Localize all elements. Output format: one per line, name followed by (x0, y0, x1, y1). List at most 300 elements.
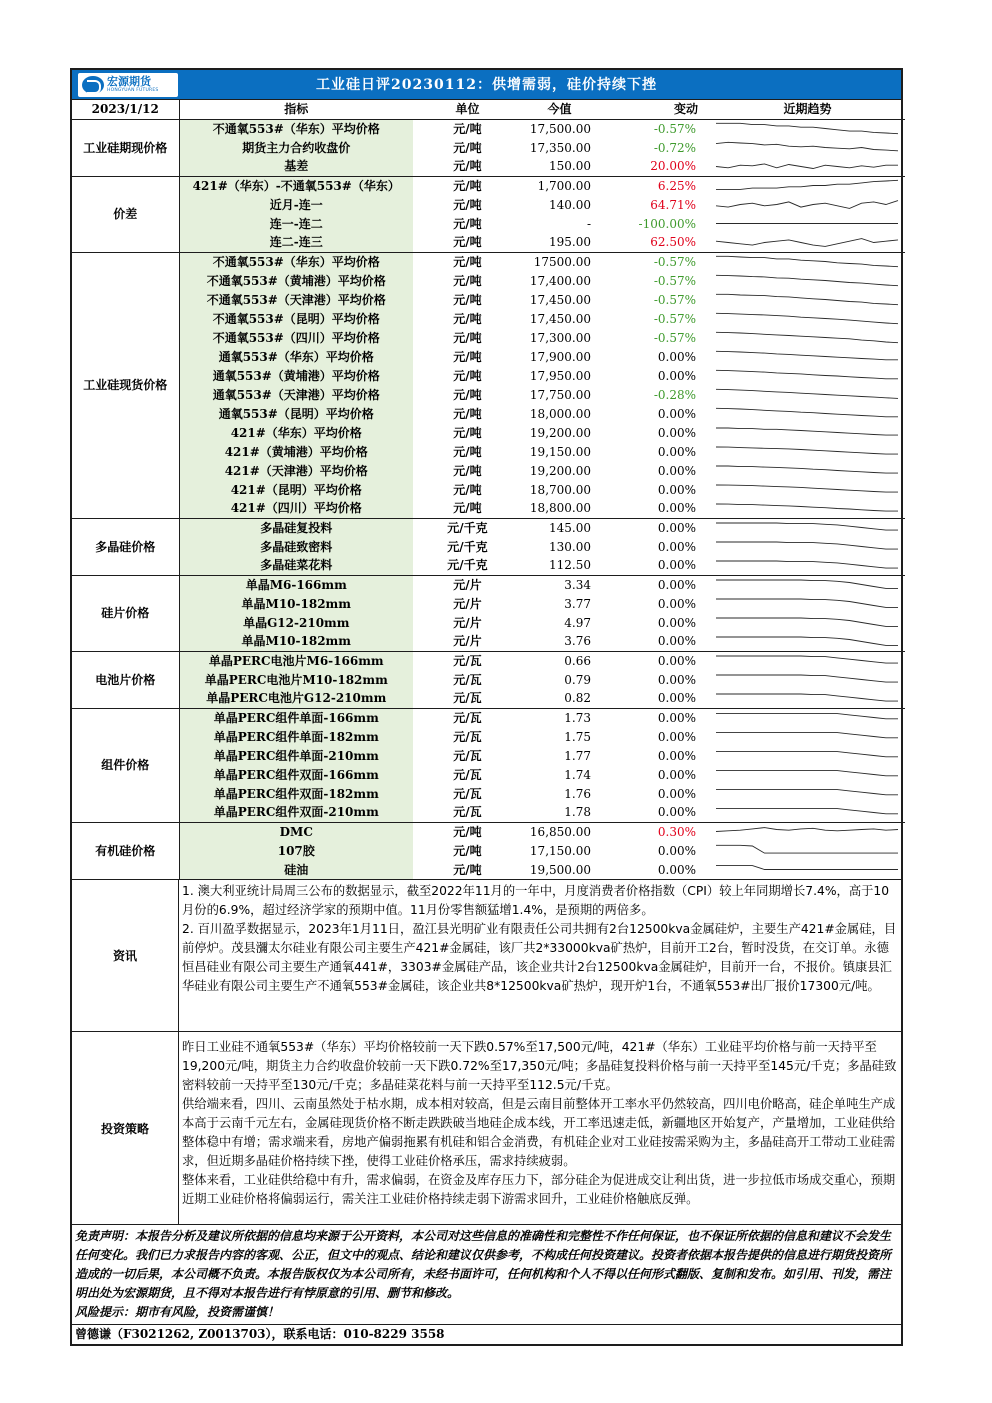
unit-cell: 元/瓦 (413, 651, 522, 670)
indicator-name: 单晶PERC组件双面-182mm (179, 784, 413, 803)
value-cell: 17,150.00 (529, 843, 591, 858)
unit-cell: 元/吨 (453, 121, 482, 136)
trend-cell (710, 803, 905, 822)
value-cell: 18,800.00 (529, 501, 591, 516)
indicator-name: 不通氧553#（四川）平均价格 (179, 328, 413, 347)
sparkline (714, 196, 900, 213)
sparkline (714, 709, 900, 726)
trend-cell (710, 385, 905, 404)
indicator-name: 不通氧553#（昆明）平均价格 (179, 309, 413, 328)
table-row (72, 784, 905, 803)
table-row (72, 195, 905, 214)
table-row (72, 860, 905, 879)
unit-cell: 元/瓦 (413, 708, 522, 727)
trend-cell (710, 841, 905, 860)
unit-cell: 元/片 (453, 596, 482, 611)
sparkline-series (716, 637, 898, 645)
trend-cell (710, 404, 905, 423)
value-cell: 0.66 (522, 651, 597, 670)
header-date: 2023/1/12 (72, 100, 179, 119)
indicator-name: 不通氧553#（黄埔港）平均价格 (179, 271, 413, 290)
value-cell: 3.77 (564, 596, 591, 611)
sparkline-series (716, 370, 898, 379)
indicator-name: 单晶PERC电池片M10-182mm (179, 670, 413, 689)
table-row (72, 366, 905, 385)
trend-cell (710, 746, 905, 765)
change-cell: -0.57% (597, 252, 710, 271)
unit-cell: 元/吨 (453, 862, 482, 877)
indicator-name: 通氧553#（华东）平均价格 (179, 347, 413, 366)
indicator-name: 421#（黄埔港）平均价格 (179, 442, 413, 461)
change-cell: 0.00% (657, 501, 696, 516)
table-header-row (72, 100, 905, 119)
sparkline (714, 766, 900, 783)
disclaimer-text: 免责声明：本报告分析及建议所依据的信息均来源于公开资料，本公司对这些信息的准确性和完整性不作任何保证，也不保证所依据的信息和建议不会发生任何变化。我们已力求报告内容的客观、公正，但文中的观点、结论和建议仅供参考，不构成任何投资建议。投资者依据本报告提供的信息进行期货投资所造成的一切后果，本公司概不负责。本报告版权仅为本公司所有，未经书面许可，任何机构和个人不得以任何形式翻版、复制和发布。如引用、刊发，需注明出处为宏源期货，且不得对本报告进行有悖原意的引用、删节和修改。 (75, 1229, 892, 1300)
unit-cell: 元/千克 (447, 539, 488, 554)
sparkline-series (716, 294, 898, 304)
sparkline-series (716, 201, 898, 209)
unit-cell: 元/片 (453, 615, 482, 630)
indicator-name: 107胶 (179, 841, 413, 860)
sparkline-series (716, 257, 898, 267)
sparkline-series (716, 675, 898, 682)
sparkline (714, 462, 900, 479)
strategy-section (72, 1031, 901, 1224)
sparkline-series (716, 618, 898, 626)
change-cell: 0.00% (657, 425, 696, 440)
value-cell: 17500.00 (522, 252, 597, 271)
sparkline (714, 690, 900, 707)
change-cell: 0.00% (657, 482, 696, 497)
value-cell: 19,500.00 (529, 862, 591, 877)
unit-cell: 元/瓦 (453, 672, 482, 687)
table-row (72, 214, 905, 233)
value-cell: 17,500.00 (529, 121, 591, 136)
indicator-name: 通氧553#（天津港）平均价格 (179, 385, 413, 404)
indicator-name: 单晶G12-210mm (179, 613, 413, 632)
unit-cell: 元/吨 (413, 822, 522, 841)
news-paragraph-2: 2. 百川盈孚数据显示，2023年1月11日，盈江县光明矿业有限责任公司共拥有2台12500kva金属硅炉，主要生产421#金属硅，目前停炉。茂县瀰太尔硅业有限公司主要生产421#金属硅，该厂共2*33000kva矿热炉，目前开工2台，暂时没货，在交订单。永德恒昌硅业有限公司主要生产通氧441#，3303#金属硅产品，该企业共计2台12500kva金属硅炉，目前开一台，不报价。镇康县汇华硅业有限公司主要生产不通氧553#金属硅，该企业共8*12500kva矿热炉，现开炉1台，不通氧553#出厂报价17300元/吨。 (182, 922, 897, 993)
change-cell: 0.00% (657, 767, 696, 782)
header-unit: 单位 (413, 100, 522, 119)
value-cell: 3.76 (564, 634, 591, 649)
indicator-name: 硅油 (179, 860, 413, 879)
table-row (72, 119, 905, 138)
news-paragraph-1: 1. 澳大利亚统计局周三公布的数据显示，截至2022年11月的一年中，月度消费者价格指数（CPI）较上年同期增长7.4%，高于10月份的6.9%，超过经济学家的预期中值。11月份零售额猛增1.4%，是预期的两倍多。 (182, 884, 890, 917)
indicator-name: 单晶PERC组件单面-182mm (179, 727, 413, 746)
indicator-name: 421#（天津港）平均价格 (179, 461, 413, 480)
category-label: 电池片价格 (72, 651, 179, 708)
unit-cell: 元/吨 (453, 368, 482, 383)
value-cell: 195.00 (549, 235, 591, 250)
table-row (72, 841, 905, 860)
unit-cell: 元/吨 (453, 482, 482, 497)
value-cell: 112.50 (549, 558, 591, 573)
sparkline (714, 823, 900, 840)
report-title: 工业硅日评20230112：供增需弱，硅价持续下挫 (316, 77, 657, 93)
unit-cell: 元/瓦 (453, 805, 482, 820)
change-cell: 0.00% (657, 406, 696, 421)
logo-name-cn: 宏源期货 (107, 75, 151, 88)
change-cell: -0.57% (653, 330, 696, 345)
sparkline (714, 576, 900, 593)
sparkline-series (716, 714, 898, 719)
table-row (72, 423, 905, 442)
strategy-paragraph-3: 整体来看，工业硅供给稳中有升，需求偏弱，在资金及库存压力下，部分硅企为促进成交让利出货，进一步拉低市场成交重心，预期近期工业硅价格将偏弱运行，需关注工业硅价格持续走弱下游需求回升，工业硅价格触底反弹。 (182, 1173, 896, 1206)
sparkline-series (716, 656, 898, 663)
change-cell: 0.00% (657, 862, 696, 877)
change-cell: 0.00% (657, 558, 696, 573)
table-row (72, 594, 905, 613)
sparkline (714, 139, 900, 156)
indicator-name: 421#（华东）平均价格 (179, 423, 413, 442)
value-cell: 17,300.00 (529, 330, 591, 345)
sparkline (714, 272, 900, 289)
sparkline (714, 842, 900, 859)
category-label: 多晶硅价格 (72, 518, 179, 575)
trend-cell (710, 328, 905, 347)
sparkline (714, 481, 900, 498)
trend-cell (710, 480, 905, 499)
sparkline-series (716, 694, 898, 701)
change-cell: -0.57% (653, 311, 696, 326)
unit-cell: 元/千克 (413, 518, 522, 537)
unit-cell: 元/吨 (413, 252, 522, 271)
news-label: 资讯 (72, 880, 179, 1031)
indicator-name: 单晶M6-166mm (179, 575, 413, 594)
change-cell: -100.00% (638, 216, 696, 231)
change-cell: -0.72% (653, 140, 696, 155)
change-cell: 20.00% (650, 159, 696, 174)
unit-cell: 元/吨 (453, 197, 482, 212)
table-row (72, 157, 905, 176)
trend-cell (710, 366, 905, 385)
indicator-name: 421#（华东）-不通氧553#（华东） (179, 176, 413, 195)
trend-cell (710, 461, 905, 480)
sparkline (714, 861, 900, 878)
trend-cell (710, 689, 905, 708)
value-cell: 17,750.00 (529, 387, 591, 402)
sparkline (714, 348, 900, 365)
price-table-body (72, 119, 905, 879)
sparkline (714, 215, 900, 232)
change-cell: -0.57% (653, 121, 696, 136)
change-cell: 0.00% (657, 368, 696, 383)
unit-cell: 元/吨 (453, 463, 482, 478)
table-row (72, 347, 905, 366)
trend-cell (710, 271, 905, 290)
indicator-name: 多晶硅复投料 (179, 518, 413, 537)
sparkline (714, 747, 900, 764)
sparkline-series (716, 542, 898, 549)
change-cell: 0.00% (657, 672, 696, 687)
disclaimer (72, 1224, 901, 1324)
table-row (72, 822, 905, 841)
sparkline (714, 804, 900, 821)
unit-cell: 元/千克 (447, 558, 488, 573)
trend-cell (710, 613, 905, 632)
trend-cell (710, 632, 905, 651)
category-label: 有机硅价格 (72, 822, 179, 879)
sparkline-series (716, 504, 898, 511)
table-row (72, 252, 905, 271)
sparkline-series (716, 599, 898, 607)
change-cell: 0.00% (657, 786, 696, 801)
sparkline-series (716, 351, 898, 360)
unit-cell: 元/吨 (453, 349, 482, 364)
table-row (72, 651, 905, 670)
report-frame (70, 68, 903, 1346)
sparkline-series (716, 845, 898, 853)
trend-cell (710, 556, 905, 575)
sparkline (714, 652, 900, 669)
indicator-name: 单晶M10-182mm (179, 594, 413, 613)
trend-cell (710, 423, 905, 442)
change-cell: -0.57% (653, 273, 696, 288)
table-row (72, 290, 905, 309)
sparkline (714, 633, 900, 650)
change-cell: 0.00% (657, 691, 696, 706)
trend-cell (710, 195, 905, 214)
sparkline-series (716, 332, 898, 342)
table-row (72, 309, 905, 328)
unit-cell: 元/吨 (453, 387, 482, 402)
sparkline (714, 785, 900, 802)
value-cell: 17,450.00 (529, 311, 591, 326)
trend-cell (710, 290, 905, 309)
indicator-name: 单晶PERC组件单面-210mm (179, 746, 413, 765)
indicator-name: DMC (179, 822, 413, 841)
table-row (72, 404, 905, 423)
trend-cell (710, 708, 905, 727)
sparkline-series (716, 466, 898, 473)
sparkline-series (716, 447, 898, 454)
sparkline (714, 329, 900, 346)
change-cell: 0.00% (597, 651, 710, 670)
value-cell: 130.00 (549, 539, 591, 554)
indicator-name: 连二-连三 (179, 233, 413, 252)
table-row (72, 708, 905, 727)
indicator-name: 单晶M10-182mm (179, 632, 413, 651)
sparkline-series (716, 790, 898, 795)
table-row (72, 746, 905, 765)
table-row (72, 138, 905, 157)
sparkline (714, 234, 900, 251)
trend-cell (710, 518, 905, 537)
sparkline (714, 120, 900, 137)
trend-cell (710, 670, 905, 689)
unit-cell: 元/吨 (453, 843, 482, 858)
indicator-name: 单晶PERC组件双面-166mm (179, 765, 413, 784)
sparkline (714, 500, 900, 517)
indicator-name: 单晶PERC组件双面-210mm (179, 803, 413, 822)
trend-cell (710, 499, 905, 518)
trend-cell (710, 727, 905, 746)
sparkline-series (716, 733, 898, 738)
unit-cell: 元/吨 (453, 444, 482, 459)
value-cell: 17,450.00 (529, 292, 591, 307)
trend-cell (710, 157, 905, 176)
unit-cell: 元/瓦 (453, 786, 482, 801)
indicator-name: 连一-连二 (179, 214, 413, 233)
trend-cell (710, 176, 905, 195)
table-row (72, 233, 905, 252)
table-row (72, 670, 905, 689)
value-cell: 150.00 (549, 159, 591, 174)
value-cell: 18,000.00 (529, 406, 591, 421)
category-label: 价差 (72, 176, 179, 252)
unit-cell: 元/吨 (453, 159, 482, 174)
trend-cell (710, 594, 905, 613)
price-table (72, 100, 905, 879)
header-trend: 近期趋势 (710, 100, 905, 119)
unit-cell: 元/吨 (453, 292, 482, 307)
sparkline-series (716, 142, 898, 151)
table-row (72, 461, 905, 480)
sparkline-series (716, 485, 898, 492)
value-cell: 17,950.00 (529, 368, 591, 383)
table-row (72, 537, 905, 556)
sparkline-series (716, 828, 898, 832)
indicator-name: 期货主力合约收盘价 (179, 138, 413, 157)
change-cell: 0.00% (657, 843, 696, 858)
sparkline (714, 405, 900, 422)
sparkline (714, 310, 900, 327)
value-cell: 1.77 (564, 748, 591, 763)
unit-cell: 元/吨 (453, 311, 482, 326)
sparkline (714, 595, 900, 612)
sparkline (714, 424, 900, 441)
value-cell: 17,900.00 (529, 349, 591, 364)
sparkline (714, 291, 900, 308)
table-row (72, 556, 905, 575)
unit-cell: 元/瓦 (453, 767, 482, 782)
trend-cell (710, 784, 905, 803)
unit-cell: 元/吨 (453, 406, 482, 421)
table-row (72, 385, 905, 404)
sparkline (714, 557, 900, 574)
strategy-paragraph-2: 供给端来看，四川、云南虽然处于枯水期，成本相对较高，但是云南目前整体开工率水平仍然较高，四川电价略高，硅企单吨生产成本高于云南千元左右，金属硅现货价格不断走跌跌破当地硅企成本线，开工率迅速走低，新疆地区开始复产，产量增加，工业硅供给整体稳中有增；需求端来看，房地产偏弱拖累有机硅和铝合金消费，有机硅企业对工业硅按需采购为主，多晶硅高开工带动工业硅需求，但近期多晶硅价格持续下挫，使得工业硅价格承压，需求持续疲弱。 (182, 1097, 896, 1168)
sparkline-series (716, 164, 898, 169)
change-cell: 0.00% (657, 463, 696, 478)
table-row (72, 499, 905, 518)
trend-cell (710, 765, 905, 784)
sparkline-series (716, 523, 898, 530)
change-cell: 0.00% (657, 748, 696, 763)
table-row (72, 442, 905, 461)
analyst-contact: 曾德谦（F3021262, Z0013703），联系电话：010-8229 3558 (72, 1324, 901, 1344)
sparkline-series (716, 771, 898, 776)
value-cell: 16,850.00 (522, 822, 597, 841)
sparkline (714, 519, 900, 536)
table-row (72, 176, 905, 195)
trend-cell (710, 860, 905, 879)
table-row (72, 632, 905, 651)
indicator-name: 基差 (179, 157, 413, 176)
unit-cell: 元/吨 (453, 216, 482, 231)
trend-cell (710, 651, 905, 670)
sparkline (714, 671, 900, 688)
indicator-name: 421#（四川）平均价格 (179, 499, 413, 518)
strategy-body (179, 1032, 901, 1224)
trend-cell (710, 822, 905, 841)
change-cell: 6.25% (597, 176, 710, 195)
change-cell: 0.00% (657, 615, 696, 630)
sparkline-series (716, 408, 898, 417)
sparkline (714, 177, 900, 194)
sparkline-series (716, 428, 898, 435)
table-row (72, 575, 905, 594)
news-body (179, 880, 901, 1031)
value-cell: - (586, 216, 591, 231)
value-cell: 1,700.00 (522, 176, 597, 195)
indicator-name: 多晶硅菜花料 (179, 556, 413, 575)
value-cell: 1.78 (564, 805, 591, 820)
change-cell: 0.00% (657, 539, 696, 554)
trend-cell (710, 138, 905, 157)
header-change: 变动 (597, 100, 710, 119)
change-cell: 0.00% (657, 805, 696, 820)
value-cell: 1.75 (564, 729, 591, 744)
sparkline (714, 253, 900, 270)
change-cell: 0.00% (597, 708, 710, 727)
trend-cell (710, 252, 905, 271)
change-cell: 62.50% (650, 235, 696, 250)
indicator-name: 单晶PERC电池片M6-166mm (179, 651, 413, 670)
change-cell: 0.00% (657, 634, 696, 649)
change-cell: 0.00% (597, 575, 710, 594)
unit-cell: 元/吨 (453, 140, 482, 155)
sparkline-series (716, 389, 898, 398)
indicator-name: 近月-连一 (179, 195, 413, 214)
trend-cell (710, 537, 905, 556)
sparkline-series (716, 866, 898, 870)
table-row (72, 765, 905, 784)
value-cell: 1.74 (564, 767, 591, 782)
trend-cell (710, 309, 905, 328)
value-cell: 4.97 (564, 615, 591, 630)
change-cell: 0.00% (657, 349, 696, 364)
unit-cell: 元/瓦 (453, 748, 482, 763)
report-header (72, 70, 901, 100)
sparkline-series (716, 124, 898, 134)
value-cell: 3.34 (522, 575, 597, 594)
logo-name-en: HONGYUAN FUTURES (107, 88, 159, 93)
sparkline-series (716, 561, 898, 568)
sparkline-series (716, 181, 898, 190)
sparkline (714, 158, 900, 175)
unit-cell: 元/片 (453, 634, 482, 649)
category-label: 硅片价格 (72, 575, 179, 651)
category-label: 工业硅期现价格 (72, 119, 179, 176)
trend-cell (710, 575, 905, 594)
sparkline (714, 367, 900, 384)
sparkline-series (716, 275, 898, 285)
strategy-label: 投资策略 (72, 1032, 179, 1224)
table-row (72, 328, 905, 347)
value-cell: 0.79 (564, 672, 591, 687)
change-cell: 0.30% (597, 822, 710, 841)
table-row (72, 271, 905, 290)
value-cell: 19,150.00 (529, 444, 591, 459)
table-row (72, 480, 905, 499)
indicator-name: 单晶PERC组件单面-166mm (179, 708, 413, 727)
change-cell: -0.28% (653, 387, 696, 402)
sparkline-series (716, 752, 898, 757)
change-cell: 0.00% (597, 518, 710, 537)
table-row (72, 727, 905, 746)
table-row (72, 803, 905, 822)
